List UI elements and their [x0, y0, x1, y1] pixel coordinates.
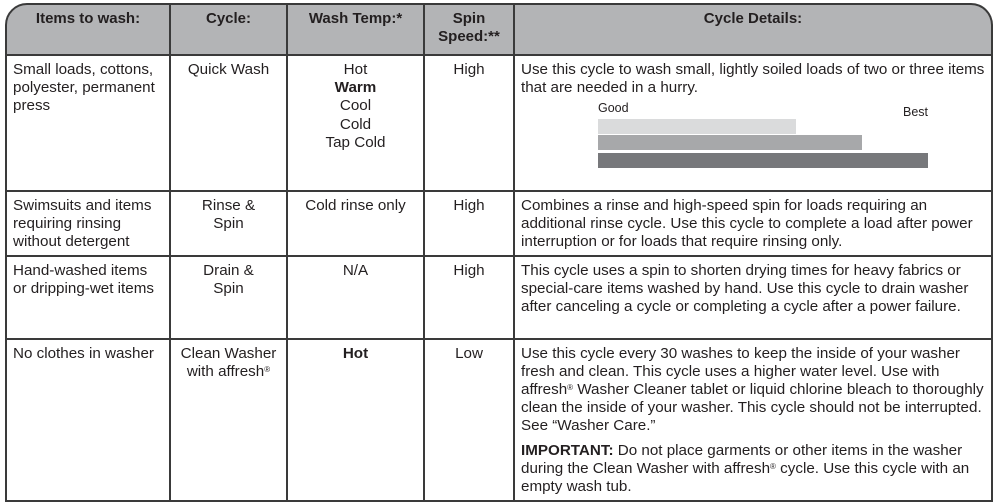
details-text: Do not place garments or other items in the washer during the Clean Washer with affresh — [521, 441, 963, 477]
spin-speed-cell: High — [425, 257, 515, 340]
header-spin-line2: Speed:** — [438, 28, 500, 45]
items-cell: Small loads, cottons, polyester, permanent press — [5, 56, 171, 192]
cycle-details-cell — [515, 340, 993, 502]
items-cell: No clothes in washer — [5, 340, 171, 502]
header-items: Items to wash: — [5, 3, 171, 56]
temp-option: Tap Cold — [325, 133, 386, 151]
registered-mark: ® — [264, 364, 271, 374]
important-paragraph — [521, 442, 985, 497]
registered-mark: ® — [770, 461, 776, 471]
items-cell: Hand-washed items or dripping-wet items — [5, 257, 171, 340]
wash-temp-cell — [288, 56, 425, 192]
performance-rating-chart — [521, 99, 985, 181]
spin-speed-cell: High — [425, 192, 515, 257]
rating-good-label: Good — [598, 101, 629, 116]
cycle-details-cell: Combines a rinse and high-speed spin for loads requiring an additional rinse cycle. Use this cycle to complete a load after power interruption or for loads that require rinsing only. — [515, 192, 993, 257]
registered-mark: ® — [567, 383, 574, 393]
header-cycle-details: Cycle Details: — [515, 3, 993, 56]
cycle-cell — [171, 340, 288, 502]
wash-temp-cell: Cold rinse only — [288, 192, 425, 257]
temp-option-default: Warm — [334, 79, 377, 97]
cycle-line2 — [177, 363, 280, 381]
table-row — [5, 192, 993, 257]
items-cell: Swimsuits and items requiring rinsing without detergent — [5, 192, 171, 257]
cycle-line2-text: with affresh — [186, 362, 265, 380]
details-text: Use this cycle every 30 washes to keep the inside of your washer fresh and clean. This cycle uses a higher water level. Use with affresh — [521, 344, 960, 399]
header-wash-temp: Wash Temp:* — [288, 3, 425, 56]
cycle-line1: Clean Washer — [180, 344, 277, 362]
cycle-details-cell — [515, 56, 993, 192]
cycle-details-cell: This cycle uses a spin to shorten drying times for heavy fabrics or special-care items washed by hand. Use this cycle to drain washer after canceling a cycle or completing a cycle after a power failure. — [515, 257, 993, 340]
cycle-cell — [171, 192, 288, 257]
details-text: Washer Cleaner tablet or liquid chlorine bleach to thoroughly clean the inside of your washer. This cycle should not be interrupted. See “Washer Care.” — [521, 381, 984, 435]
rating-bar-cleaning — [598, 119, 796, 134]
spin-speed-cell: High — [425, 56, 515, 192]
temp-option: Hot — [343, 61, 368, 78]
header-spin-speed — [425, 3, 515, 56]
important-label: IMPORTANT: — [521, 441, 614, 459]
spin-speed-cell: Low — [425, 340, 515, 502]
details-text: Use this cycle to wash small, lightly soiled loads of two or three items that are needed in a hurry. — [521, 61, 985, 97]
header-cycle: Cycle: — [171, 3, 288, 56]
temp-option: Cool — [339, 97, 372, 115]
wash-cycle-table — [5, 3, 993, 495]
header-row — [5, 3, 993, 56]
temp-option: Cold — [339, 115, 372, 133]
table-row — [5, 56, 993, 192]
cycle-line1: Drain & — [203, 261, 254, 279]
header-spin-line1: Spin — [452, 10, 486, 27]
rating-bar-efficiency — [598, 153, 928, 168]
rating-best-label: Best — [903, 105, 929, 120]
details-paragraph — [521, 345, 985, 436]
cycle-cell — [171, 257, 288, 340]
wash-temp-cell: Hot — [288, 340, 425, 502]
details-text: cycle. Use this cycle with an empty wash tub. — [521, 459, 970, 496]
table-row — [5, 257, 993, 340]
rating-bar-gentleness — [598, 135, 862, 150]
cycle-line2: Spin — [213, 215, 244, 233]
cycle-line2: Spin — [213, 279, 244, 297]
wash-temp-cell: N/A — [288, 257, 425, 340]
cycle-line1: Rinse & — [201, 197, 256, 214]
table-row — [5, 340, 993, 502]
cycle-cell: Quick Wash — [171, 56, 288, 192]
